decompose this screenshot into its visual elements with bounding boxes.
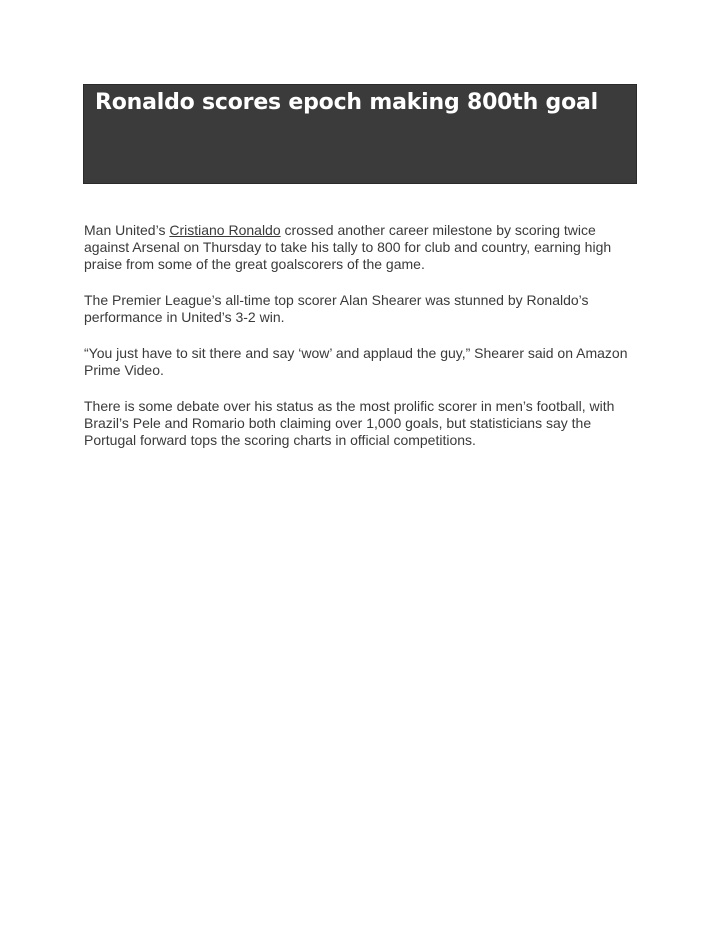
headline-title: Ronaldo scores epoch making 800th goal: [95, 90, 598, 115]
cristiano-ronaldo-link[interactable]: Cristiano Ronaldo: [169, 222, 281, 238]
article-body: [84, 222, 644, 468]
paragraph-quote: “You just have to sit there and say ‘wow’ and applaud the guy,” Shearer said on Amazon Prime Video.: [84, 345, 628, 378]
headline-banner: [83, 84, 637, 184]
paragraph-debate: There is some debate over his status as the most prolific scorer in men’s football, with Brazil’s Pele and Romario both claiming over 1,000 goals, but statisticians say the Portugal forward tops the scoring charts in official competitions.: [84, 398, 615, 448]
paragraph-intro-rest: crossed another career milestone by scoring twice against Arsenal on Thursday to take his tally to 800 for club and country, earning high praise from some of the great goalscorers of the game.: [84, 222, 612, 272]
paragraph-intro-lead: Man United’s: [84, 222, 170, 238]
paragraph-intro: [84, 222, 644, 273]
paragraph-shearer: The Premier League’s all-time top scorer Alan Shearer was stunned by Ronaldo’s performance in United’s 3-2 win.: [84, 292, 589, 325]
